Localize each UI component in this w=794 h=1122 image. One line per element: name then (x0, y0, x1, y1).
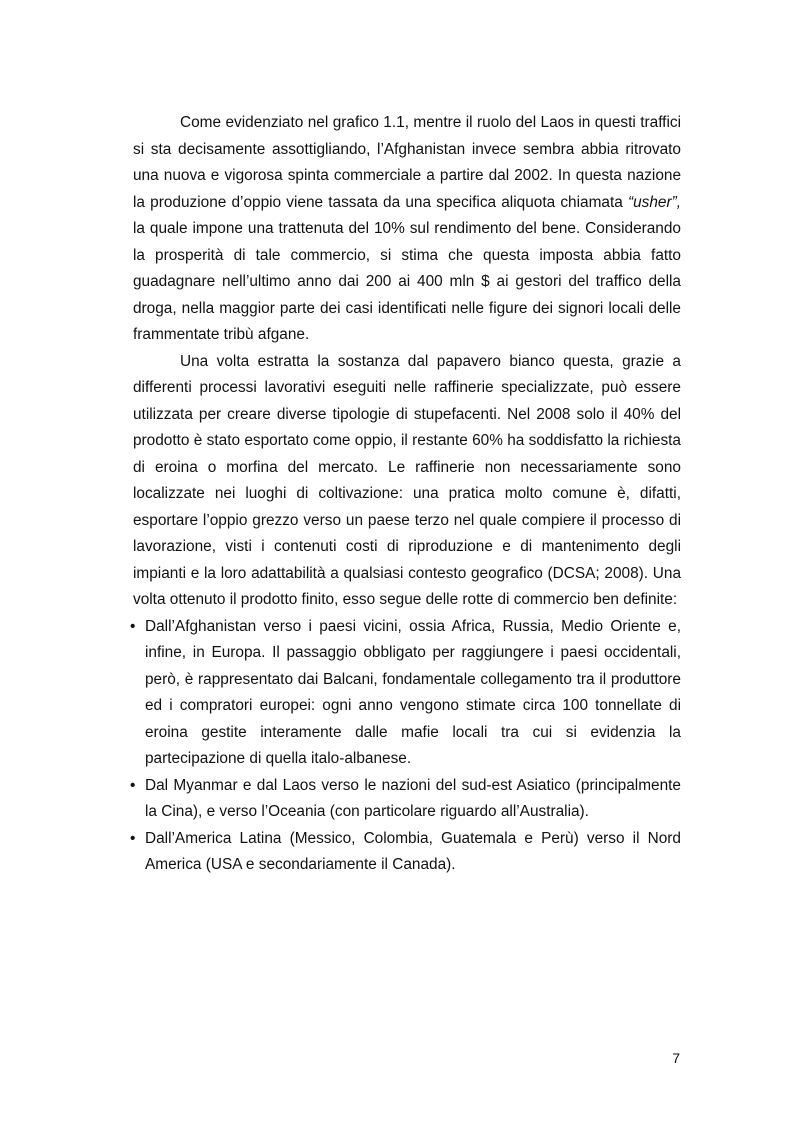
list-item (130, 614, 681, 773)
page-body (130, 110, 681, 879)
list-item-text: Dall’Afghanistan verso i paesi vicini, ossia Africa, Russia, Medio Oriente e, infine, in Europa. Il passaggio obbligato per raggiungere i paesi occidentali, però, è rappresentato dai Balcani, fondamentale collegamento tra il produttore ed i compratori europei: ogni anno vengono stimate circa 100 tonnellate di eroina gestite interamente dalle mafie locali tra cui si evidenzia la partecipazione di quella italo-albanese. (145, 617, 681, 767)
paragraph-2: Una volta estratta la sostanza dal papavero bianco questa, grazie a differenti processi lavorativi eseguiti nelle raffinerie specializzate, può essere utilizzata per creare diverse tipologie di stupefacenti. Nel 2008 solo il 40% del prodotto è stato esportato come oppio, il restante 60% ha soddisfatto la richiesta di eroina o morfina del mercato. Le raffinerie non necessariamente sono localizzate nei luoghi di coltivazione: una pratica molto comune è, difatti, esportare l’oppio grezzo verso un paese terzo nel quale compiere il processo di lavorazione, visti i contenuti costi di riproduzione e di mantenimento degli impianti e la loro adattabilità a qualsiasi contesto geografico (DCSA; 2008). Una volta ottenuto il prodotto finito, esso segue delle rotte di commercio ben definite: (133, 352, 681, 608)
trade-routes-list (130, 614, 681, 879)
usher-term: “usher”, (627, 193, 681, 211)
list-item (130, 826, 681, 879)
paragraph-1-text-b: la quale impone una trattenuta del 10% sul rendimento del bene. Considerando la prosperità di tale commercio, si stima che questa imposta abbia fatto guadagnare nell’ultimo anno dai 200 ai 400 mln $ ai gestori del traffico della droga, nella maggior parte dei casi identificati nelle figure dei signori locali delle frammentate tribù afgane. (133, 220, 681, 343)
list-item-text: Dall’America Latina (Messico, Colombia, Guatemala e Perù) verso il Nord America (USA e secondariamente il Canada). (145, 829, 681, 873)
bullet-icon: • (130, 776, 136, 794)
bullet-icon: • (130, 829, 136, 847)
bullet-icon: • (130, 617, 136, 635)
paragraph-1-text-a: Come evidenziato nel grafico 1.1, mentre il ruolo del Laos in questi traffici si sta decisamente assottigliando, l’Afghanistan invece sembra abbia ritrovato una nuova e vigorosa spinta commerciale a partire dal 2002. In questa nazione la produzione d’oppio viene tassata da una specifica aliquota chiamata (133, 114, 681, 211)
paragraph-1 (133, 110, 681, 349)
list-item (130, 773, 681, 826)
page-number: 7 (672, 1050, 680, 1066)
list-item-text: Dal Myanmar e dal Laos verso le nazioni del sud-est Asiatico (principalmente la Cina), e verso l’Oceania (con particolare riguardo all’Australia). (145, 776, 681, 820)
